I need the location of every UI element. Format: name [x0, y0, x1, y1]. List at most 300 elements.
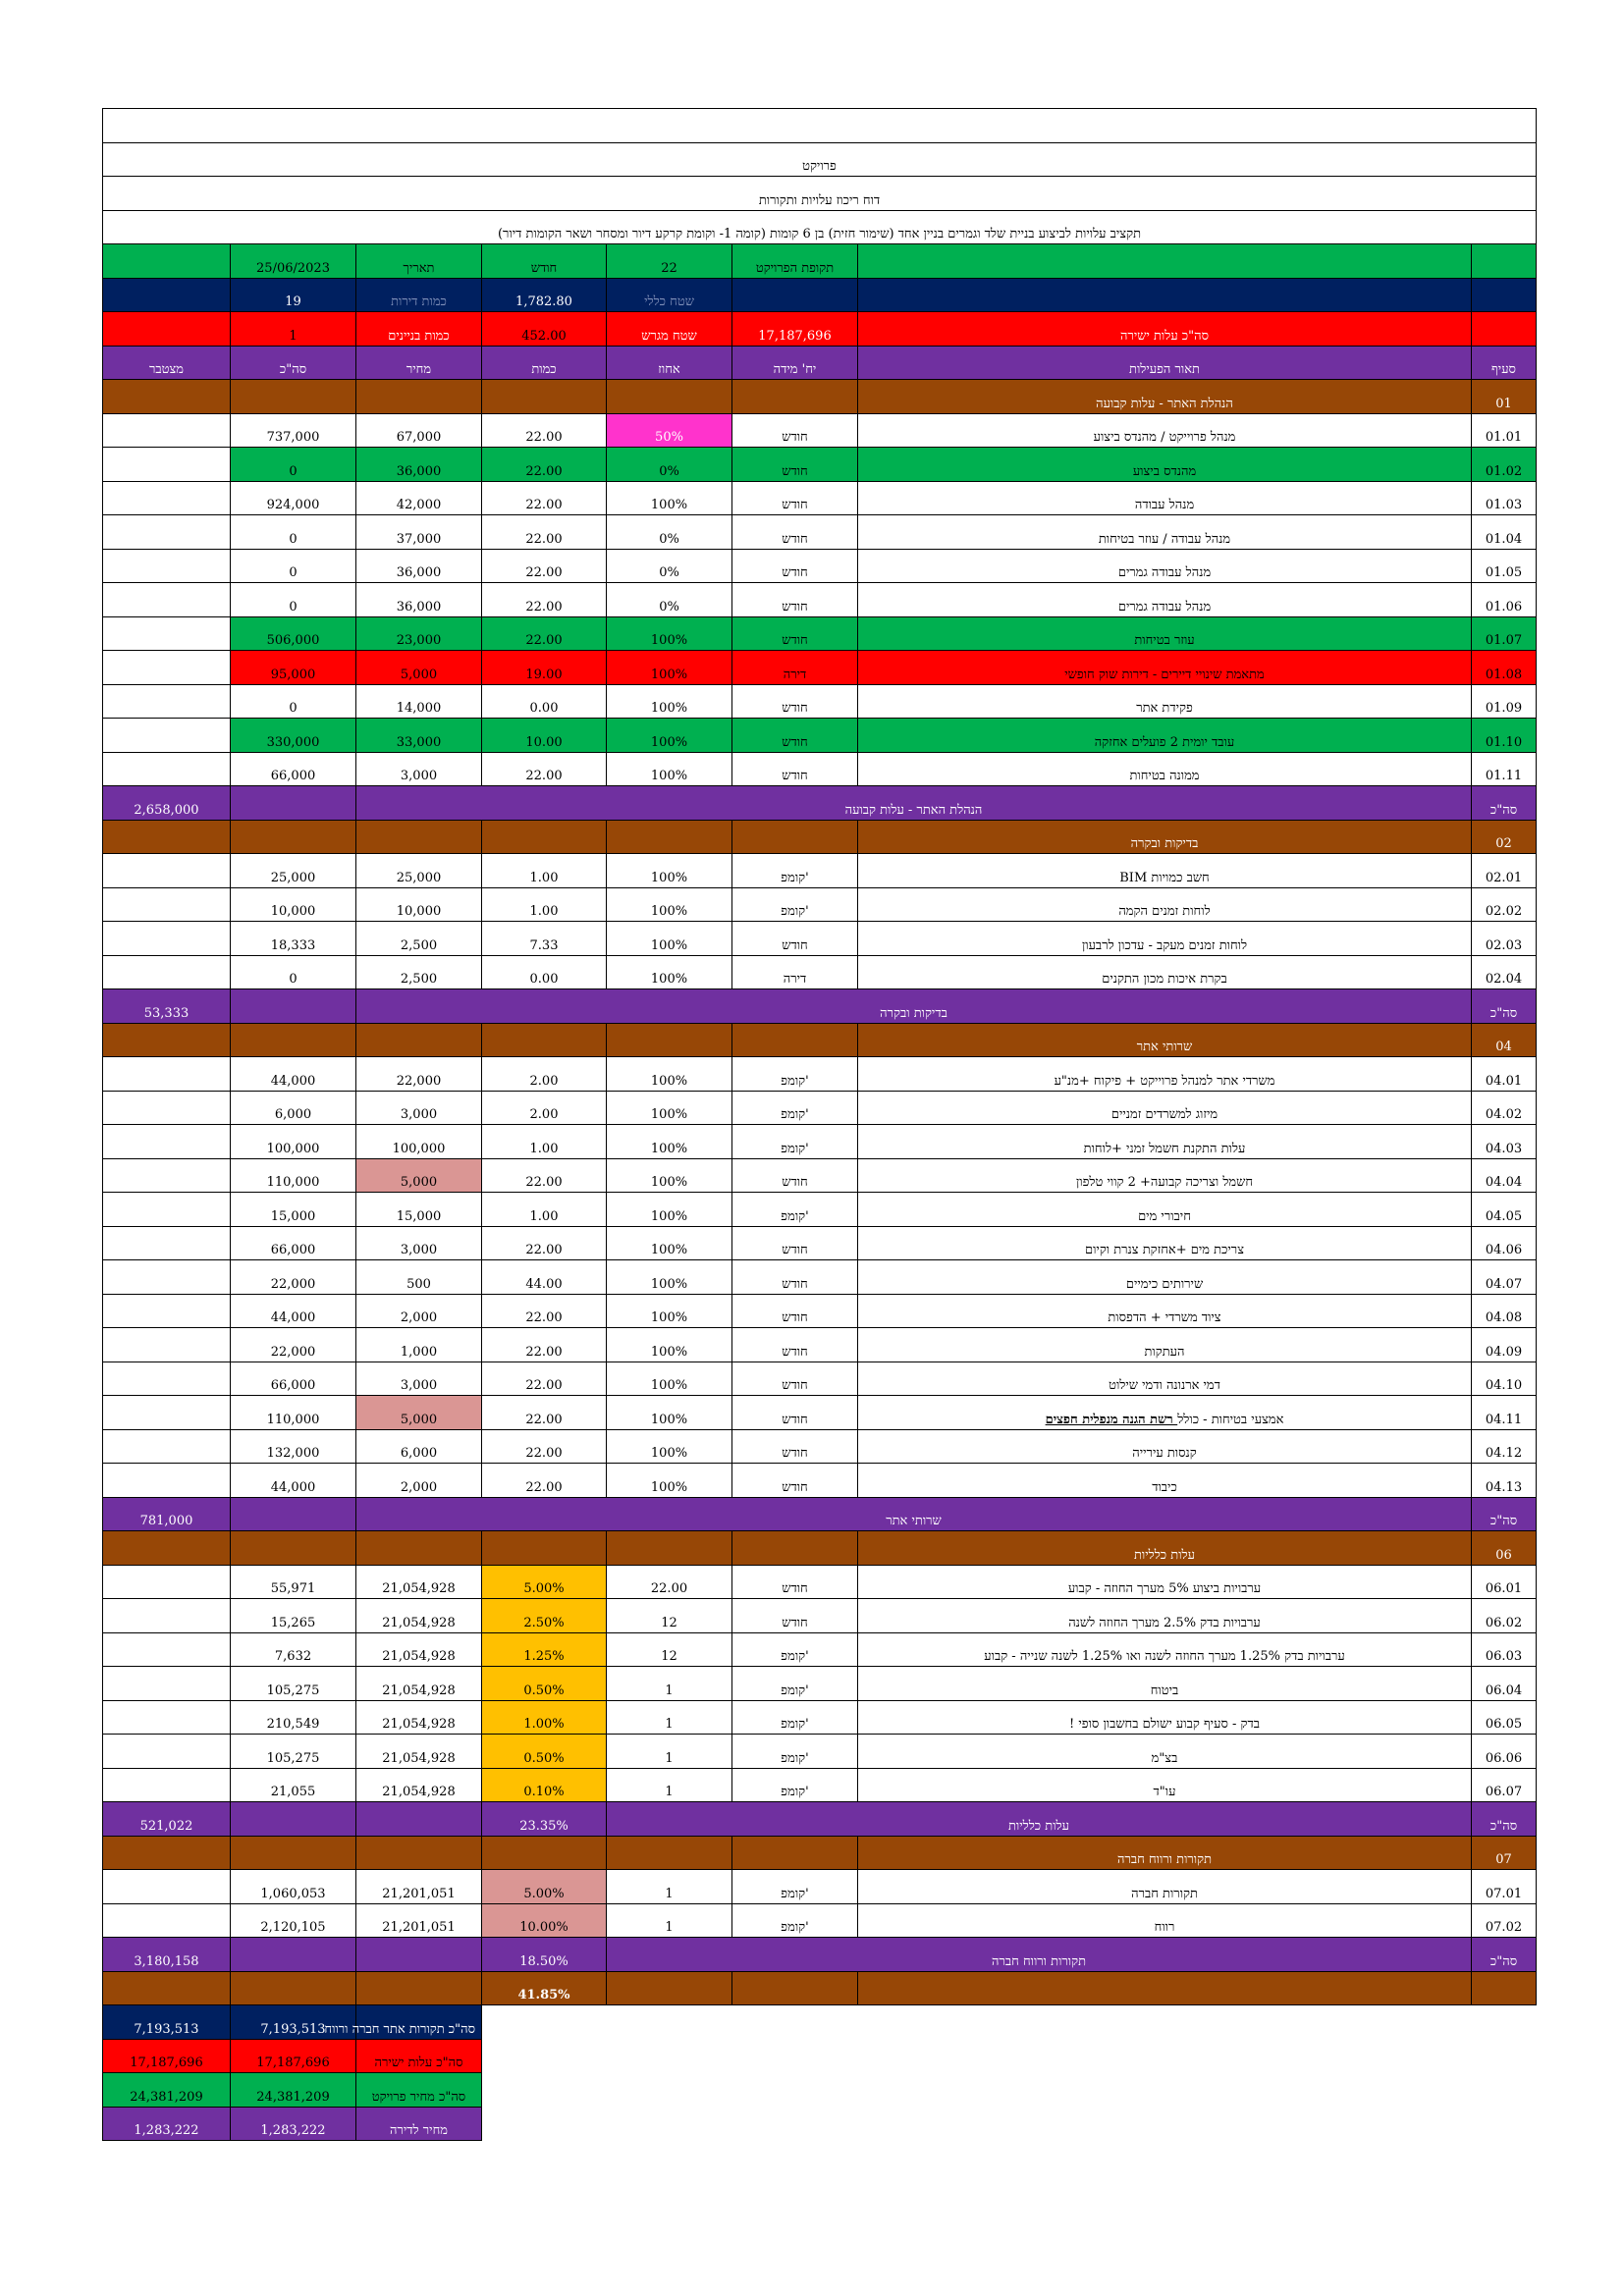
quantity-cell: 22.00 [482, 1328, 607, 1362]
description-text: מנהל עבודה / עוזר בטיחות [1098, 531, 1231, 547]
unit-cell: חודש [732, 1260, 858, 1295]
code-cell: 07.02 [1472, 1903, 1537, 1938]
code-cell: 06.07 [1472, 1768, 1537, 1802]
price-cell: 5,000 [356, 1158, 482, 1193]
percent-cell: 100% [607, 1396, 732, 1430]
price-cell: 2,500 [356, 922, 482, 956]
unit-cell: חודש [732, 1226, 858, 1260]
quantity-cell: 22.00 [482, 1396, 607, 1430]
cell [231, 1836, 356, 1870]
cell [482, 2073, 607, 2108]
total-cell: 22,000 [231, 1260, 356, 1295]
description-text: העתקות [1144, 1344, 1185, 1360]
section-code: 02 [1472, 820, 1537, 854]
unit-cell: קומפ' [732, 1193, 858, 1227]
unit-cell: חודש [732, 1599, 858, 1633]
percent-cell: 100% [607, 651, 732, 685]
cell [1472, 312, 1537, 347]
total-value: 17,187,696 [231, 2039, 356, 2073]
table-row [103, 1464, 1537, 1498]
table-row [103, 1057, 1537, 1092]
unit-cell: חודש [732, 448, 858, 482]
cell [858, 278, 1472, 312]
cell [356, 820, 482, 854]
percent-cell: 100% [607, 854, 732, 888]
code-cell: 01.01 [1472, 413, 1537, 448]
section-sum-label: סה"כ [1472, 1938, 1537, 1972]
description-text: דמי ארנונה ודמי שילוט [1109, 1378, 1220, 1393]
section-sum-row [103, 1802, 1537, 1837]
quantity-cell: 22.00 [482, 616, 607, 651]
unit-cell: חודש [732, 481, 858, 515]
percent-cell: 100% [607, 1294, 732, 1328]
description-cell [858, 1735, 1472, 1769]
section-sum-label: סה"כ [1472, 1497, 1537, 1531]
code-cell: 01.02 [1472, 448, 1537, 482]
cumulative-cell [103, 1464, 231, 1498]
cumulative-cell [103, 651, 231, 685]
section-sum-label: סה"כ [1472, 1802, 1537, 1837]
table-row [103, 1735, 1537, 1769]
cell [482, 2039, 607, 2073]
price-cell: 21,054,928 [356, 1667, 482, 1701]
percent-cell: 12 [607, 1632, 732, 1667]
cell [732, 1531, 858, 1566]
total-row [103, 2005, 1537, 2040]
table-row [103, 413, 1537, 448]
unit-cell: קומפ' [732, 1870, 858, 1904]
title-blank-row [103, 109, 1537, 143]
code-cell: 02.01 [1472, 854, 1537, 888]
section-sum-row [103, 989, 1537, 1024]
cumulative-cell [103, 413, 231, 448]
description-cell [858, 1396, 1472, 1430]
cell [356, 1836, 482, 1870]
quantity-cell: 1.00 [482, 854, 607, 888]
total-cell: 0 [231, 448, 356, 482]
unit-cell: חודש [732, 583, 858, 617]
code-cell: 04.13 [1472, 1464, 1537, 1498]
quantity-cell: 1.00 [482, 1125, 607, 1159]
price-cell: 36,000 [356, 583, 482, 617]
code-cell: 01.04 [1472, 515, 1537, 550]
section-code: 04 [1472, 1023, 1537, 1057]
unit-cell: קומפ' [732, 854, 858, 888]
unit-cell: חודש [732, 1429, 858, 1464]
unit-cell: חודש [732, 684, 858, 719]
table-row [103, 752, 1537, 786]
percent-cell: 100% [607, 481, 732, 515]
cell [103, 312, 231, 347]
cumulative-cell [103, 1429, 231, 1464]
price-cell: 21,201,051 [356, 1903, 482, 1938]
price-cell: 37,000 [356, 515, 482, 550]
section-sum-value: 521,022 [103, 1802, 231, 1837]
area-total-value: 1,782.80 [482, 278, 607, 312]
description-cell [858, 684, 1472, 719]
cumulative-cell [103, 616, 231, 651]
column-header-row [103, 346, 1537, 380]
cell [607, 380, 732, 414]
percent-cell: 100% [607, 1362, 732, 1396]
table-row [103, 1667, 1537, 1701]
buildings-value: 1 [231, 312, 356, 347]
cell [858, 1971, 1472, 2005]
total-cell: 66,000 [231, 1362, 356, 1396]
total-cell: 25,000 [231, 854, 356, 888]
table-row [103, 719, 1537, 753]
percent-cell: 100% [607, 1125, 732, 1159]
price-cell: 21,054,928 [356, 1768, 482, 1802]
percent-cell: 1 [607, 1735, 732, 1769]
description-text: פקידת אתר [1136, 701, 1193, 716]
section-title: בדיקות ובקרה [858, 820, 1472, 854]
quantity-cell: 2.00 [482, 1057, 607, 1092]
unit-cell: חודש [732, 515, 858, 550]
total-cell: 0 [231, 955, 356, 989]
quantity-cell: 22.00 [482, 448, 607, 482]
description-cell [858, 448, 1472, 482]
cumulative-cell [103, 1599, 231, 1633]
total-cell: 95,000 [231, 651, 356, 685]
section-header-row [103, 1023, 1537, 1057]
table-row [103, 481, 1537, 515]
description-cell [858, 1158, 1472, 1193]
cumulative-cell [103, 719, 231, 753]
cell [732, 278, 858, 312]
code-cell: 06.02 [1472, 1599, 1537, 1633]
cumulative-cell [103, 1226, 231, 1260]
description-text: תקורות חברה [1131, 1886, 1198, 1901]
table-row [103, 583, 1537, 617]
quantity-cell: 10.00% [482, 1903, 607, 1938]
section-sum-title: בדיקות ובקרה [356, 989, 1472, 1024]
percent-cell: 100% [607, 1226, 732, 1260]
report-sheet [102, 108, 1536, 2141]
total-cell: 100,000 [231, 1125, 356, 1159]
cell [103, 278, 231, 312]
code-cell: 04.09 [1472, 1328, 1537, 1362]
percent-cell: 1 [607, 1903, 732, 1938]
cumulative-cell [103, 1328, 231, 1362]
description-cell [858, 1700, 1472, 1735]
cumulative-cell [103, 1294, 231, 1328]
total-cell: 0 [231, 583, 356, 617]
price-cell: 5,000 [356, 1396, 482, 1430]
cell [1472, 1971, 1537, 2005]
cell [607, 2039, 732, 2073]
quantity-cell: 2.00 [482, 1091, 607, 1125]
cell [231, 786, 356, 821]
title-budget-row [103, 210, 1537, 244]
price-cell: 36,000 [356, 549, 482, 583]
total-cell: 66,000 [231, 752, 356, 786]
quantity-cell: 0.50% [482, 1667, 607, 1701]
percent-cell: 100% [607, 887, 732, 922]
section-sum-label: סה"כ [1472, 786, 1537, 821]
code-cell: 01.06 [1472, 583, 1537, 617]
section-sum-pct: 23.35% [482, 1802, 607, 1837]
title-project-row [103, 142, 1537, 177]
percent-cell: 100% [607, 1091, 732, 1125]
total-value: 1,283,222 [231, 2107, 356, 2141]
cumulative-cell [103, 1768, 231, 1802]
description-text: ערבויות בדק 2.5% מערך החוזה לשנה [1068, 1615, 1261, 1630]
cell [231, 1497, 356, 1531]
section-sum-value: 2,658,000 [103, 786, 231, 821]
code-cell: 04.03 [1472, 1125, 1537, 1159]
cumulative-cell [103, 1565, 231, 1599]
quantity-cell: 0.00 [482, 955, 607, 989]
price-cell: 23,000 [356, 616, 482, 651]
cell [732, 1971, 858, 2005]
cumulative-cell [103, 1125, 231, 1159]
section-code: 07 [1472, 1836, 1537, 1870]
area-total-label: שטח כללי [607, 278, 732, 312]
percent-cell: 0% [607, 448, 732, 482]
code-cell: 01.09 [1472, 684, 1537, 719]
code-cell: 02.02 [1472, 887, 1537, 922]
description-text: כיבוד [1152, 1479, 1177, 1495]
total-cumulative: 7,193,513 [103, 2005, 231, 2040]
code-cell: 04.04 [1472, 1158, 1537, 1193]
section-sum-title: הנהלת האתר - עלות קבועה [356, 786, 1472, 821]
cumulative-cell [103, 955, 231, 989]
code-cell: 04.07 [1472, 1260, 1537, 1295]
cell [858, 2107, 1472, 2141]
cumulative-cell [103, 1362, 231, 1396]
table-row [103, 448, 1537, 482]
section-title: עלות כלליות [858, 1531, 1472, 1566]
description-cell [858, 1328, 1472, 1362]
cumulative-cell [103, 684, 231, 719]
price-cell: 67,000 [356, 413, 482, 448]
section-sum-value: 53,333 [103, 989, 231, 1024]
cell [607, 2107, 732, 2141]
description-cell [858, 1260, 1472, 1295]
description-text: ממונה בטיחות [1129, 769, 1200, 783]
percent-cell: 12 [607, 1599, 732, 1633]
cell [858, 2005, 1472, 2040]
cumulative-cell [103, 922, 231, 956]
cell [103, 380, 231, 414]
unit-cell: חודש [732, 1158, 858, 1193]
table-row [103, 1599, 1537, 1633]
total-cell: 15,265 [231, 1599, 356, 1633]
total-cell: 110,000 [231, 1396, 356, 1430]
cell [607, 1836, 732, 1870]
date-value: 25/06/2023 [231, 244, 356, 279]
quantity-cell: 22.00 [482, 1294, 607, 1328]
section-sum-label: סה"כ [1472, 989, 1537, 1024]
blank-cell [103, 109, 1537, 143]
description-text: ציוד משרדי + הדפסות [1108, 1310, 1221, 1325]
description-cell [858, 1464, 1472, 1498]
description-cell [858, 1193, 1472, 1227]
code-cell: 04.05 [1472, 1193, 1537, 1227]
code-cell: 01.08 [1472, 651, 1537, 685]
cell [607, 1023, 732, 1057]
table-row [103, 1193, 1537, 1227]
cumulative-cell [103, 515, 231, 550]
quantity-cell: 0.50% [482, 1735, 607, 1769]
description-text: חיבורי מים [1138, 1208, 1191, 1224]
cell [482, 380, 607, 414]
cell [356, 1023, 482, 1057]
description-cell [858, 922, 1472, 956]
price-cell: 33,000 [356, 719, 482, 753]
total-cell: 105,275 [231, 1667, 356, 1701]
cell [482, 1023, 607, 1057]
cell [231, 820, 356, 854]
cell [607, 1971, 732, 2005]
total-cell: 506,000 [231, 616, 356, 651]
period-value: 22 [607, 244, 732, 279]
period-label: תקופת הפרויקט [732, 244, 858, 279]
description-text: בצ"מ [1151, 1750, 1178, 1766]
summary-period-row [103, 244, 1537, 279]
quantity-cell: 1.00% [482, 1700, 607, 1735]
description-cell [858, 481, 1472, 515]
description-text: חשב כמויות BIM [1119, 870, 1210, 885]
percent-cell: 100% [607, 719, 732, 753]
section-sum-value: 3,180,158 [103, 1938, 231, 1972]
total-cell: 0 [231, 549, 356, 583]
col-section: סעיף [1472, 346, 1537, 380]
total-row [103, 2073, 1537, 2108]
total-cell: 132,000 [231, 1429, 356, 1464]
description-text: ערבויות ביצוע 5% מערך החוזה - קבוע [1067, 1581, 1262, 1596]
table-row [103, 684, 1537, 719]
quantity-cell: 22.00 [482, 1158, 607, 1193]
cumulative-cell [103, 1870, 231, 1904]
quantity-cell: 22.00 [482, 515, 607, 550]
cumulative-cell [103, 1091, 231, 1125]
grand-pct: 41.85% [482, 1971, 607, 2005]
percent-cell: 100% [607, 616, 732, 651]
total-cell: 6,000 [231, 1091, 356, 1125]
cumulative-cell [103, 583, 231, 617]
description-cell [858, 955, 1472, 989]
col-cumulative: מצטבר [103, 346, 231, 380]
cell [231, 1023, 356, 1057]
quantity-cell: 22.00 [482, 1362, 607, 1396]
unit-cell: קומפ' [732, 1091, 858, 1125]
price-cell: 22,000 [356, 1057, 482, 1092]
total-cell: 737,000 [231, 413, 356, 448]
quantity-cell: 22.00 [482, 1226, 607, 1260]
description-text: עלות התקנת חשמל זמני +לוחות [1083, 1141, 1246, 1156]
description-bold: רשת הגנה מנפלית חפצים [1045, 1412, 1178, 1427]
code-cell: 06.06 [1472, 1735, 1537, 1769]
price-cell: 21,054,928 [356, 1700, 482, 1735]
code-cell: 01.10 [1472, 719, 1537, 753]
description-cell [858, 549, 1472, 583]
percent-cell: 100% [607, 955, 732, 989]
unit-cell: חודש [732, 1328, 858, 1362]
description-text: קנסות עירייה [1132, 1446, 1197, 1461]
col-percent: אחוז [607, 346, 732, 380]
cell [356, 380, 482, 414]
description-cell [858, 583, 1472, 617]
unit-cell: חודש [732, 616, 858, 651]
cell [732, 2073, 858, 2108]
description-text: מנהל פרוייקט / מהנדס ביצוע [1093, 430, 1236, 445]
unit-cell: קומפ' [732, 1667, 858, 1701]
description-text: לוחות זמנים הקמה [1118, 904, 1211, 919]
description-text: מנהל עבודה גמרים [1117, 599, 1212, 614]
quantity-cell: 44.00 [482, 1260, 607, 1295]
quantity-cell: 1.00 [482, 1193, 607, 1227]
quantity-cell: 0.00 [482, 684, 607, 719]
description-text: עובד יומית 2 פועלים אחזקה [1094, 734, 1235, 750]
description-text: מיזוג למשרדים זמניים [1110, 1107, 1218, 1122]
date-label: תאריך [356, 244, 482, 279]
price-cell: 36,000 [356, 448, 482, 482]
percent-cell: 1 [607, 1870, 732, 1904]
description-text: מתאמת שינויי דיירים - דירות שוק חופשי [1064, 667, 1265, 682]
cell [103, 1023, 231, 1057]
description-cell [858, 1565, 1472, 1599]
table-row [103, 1091, 1537, 1125]
percent-cell: 100% [607, 1328, 732, 1362]
percent-cell: 50% [607, 413, 732, 448]
percent-cell: 1 [607, 1667, 732, 1701]
table-row [103, 1632, 1537, 1667]
cell [1472, 2039, 1537, 2073]
description-cell [858, 1057, 1472, 1092]
section-header-row [103, 1836, 1537, 1870]
code-cell: 04.08 [1472, 1294, 1537, 1328]
percent-cell: 100% [607, 1158, 732, 1193]
total-cell: 66,000 [231, 1226, 356, 1260]
unit-cell: קומפ' [732, 1735, 858, 1769]
quantity-cell: 22.00 [482, 1429, 607, 1464]
quantity-cell: 5.00% [482, 1870, 607, 1904]
cumulative-cell [103, 1667, 231, 1701]
cumulative-cell [103, 1193, 231, 1227]
cell [732, 1836, 858, 1870]
total-cell: 0 [231, 684, 356, 719]
cell [356, 1531, 482, 1566]
unit-cell: דירה [732, 955, 858, 989]
description-text: אמצעי בטיחות - כולל [1177, 1412, 1284, 1427]
percent-cell: 100% [607, 1429, 732, 1464]
summary-area-row [103, 278, 1537, 312]
table-row [103, 1429, 1537, 1464]
table-row [103, 1294, 1537, 1328]
table-row [103, 616, 1537, 651]
quantity-cell: 22.00 [482, 549, 607, 583]
table-row [103, 1328, 1537, 1362]
total-label: סה"כ מחיר פרויקט [356, 2073, 482, 2108]
code-cell: 06.05 [1472, 1700, 1537, 1735]
code-cell: 01.07 [1472, 616, 1537, 651]
section-title: שרותי אתר [858, 1023, 1472, 1057]
code-cell: 04.10 [1472, 1362, 1537, 1396]
total-cell: 44,000 [231, 1057, 356, 1092]
unit-cell: חודש [732, 922, 858, 956]
price-cell: 14,000 [356, 684, 482, 719]
total-cell: 18,333 [231, 922, 356, 956]
col-description: תאור הפעילות [858, 346, 1472, 380]
cell [732, 820, 858, 854]
cell [732, 1023, 858, 1057]
price-cell: 2,000 [356, 1294, 482, 1328]
quantity-cell: 5.00% [482, 1565, 607, 1599]
price-cell: 21,054,928 [356, 1632, 482, 1667]
cumulative-cell [103, 1903, 231, 1938]
